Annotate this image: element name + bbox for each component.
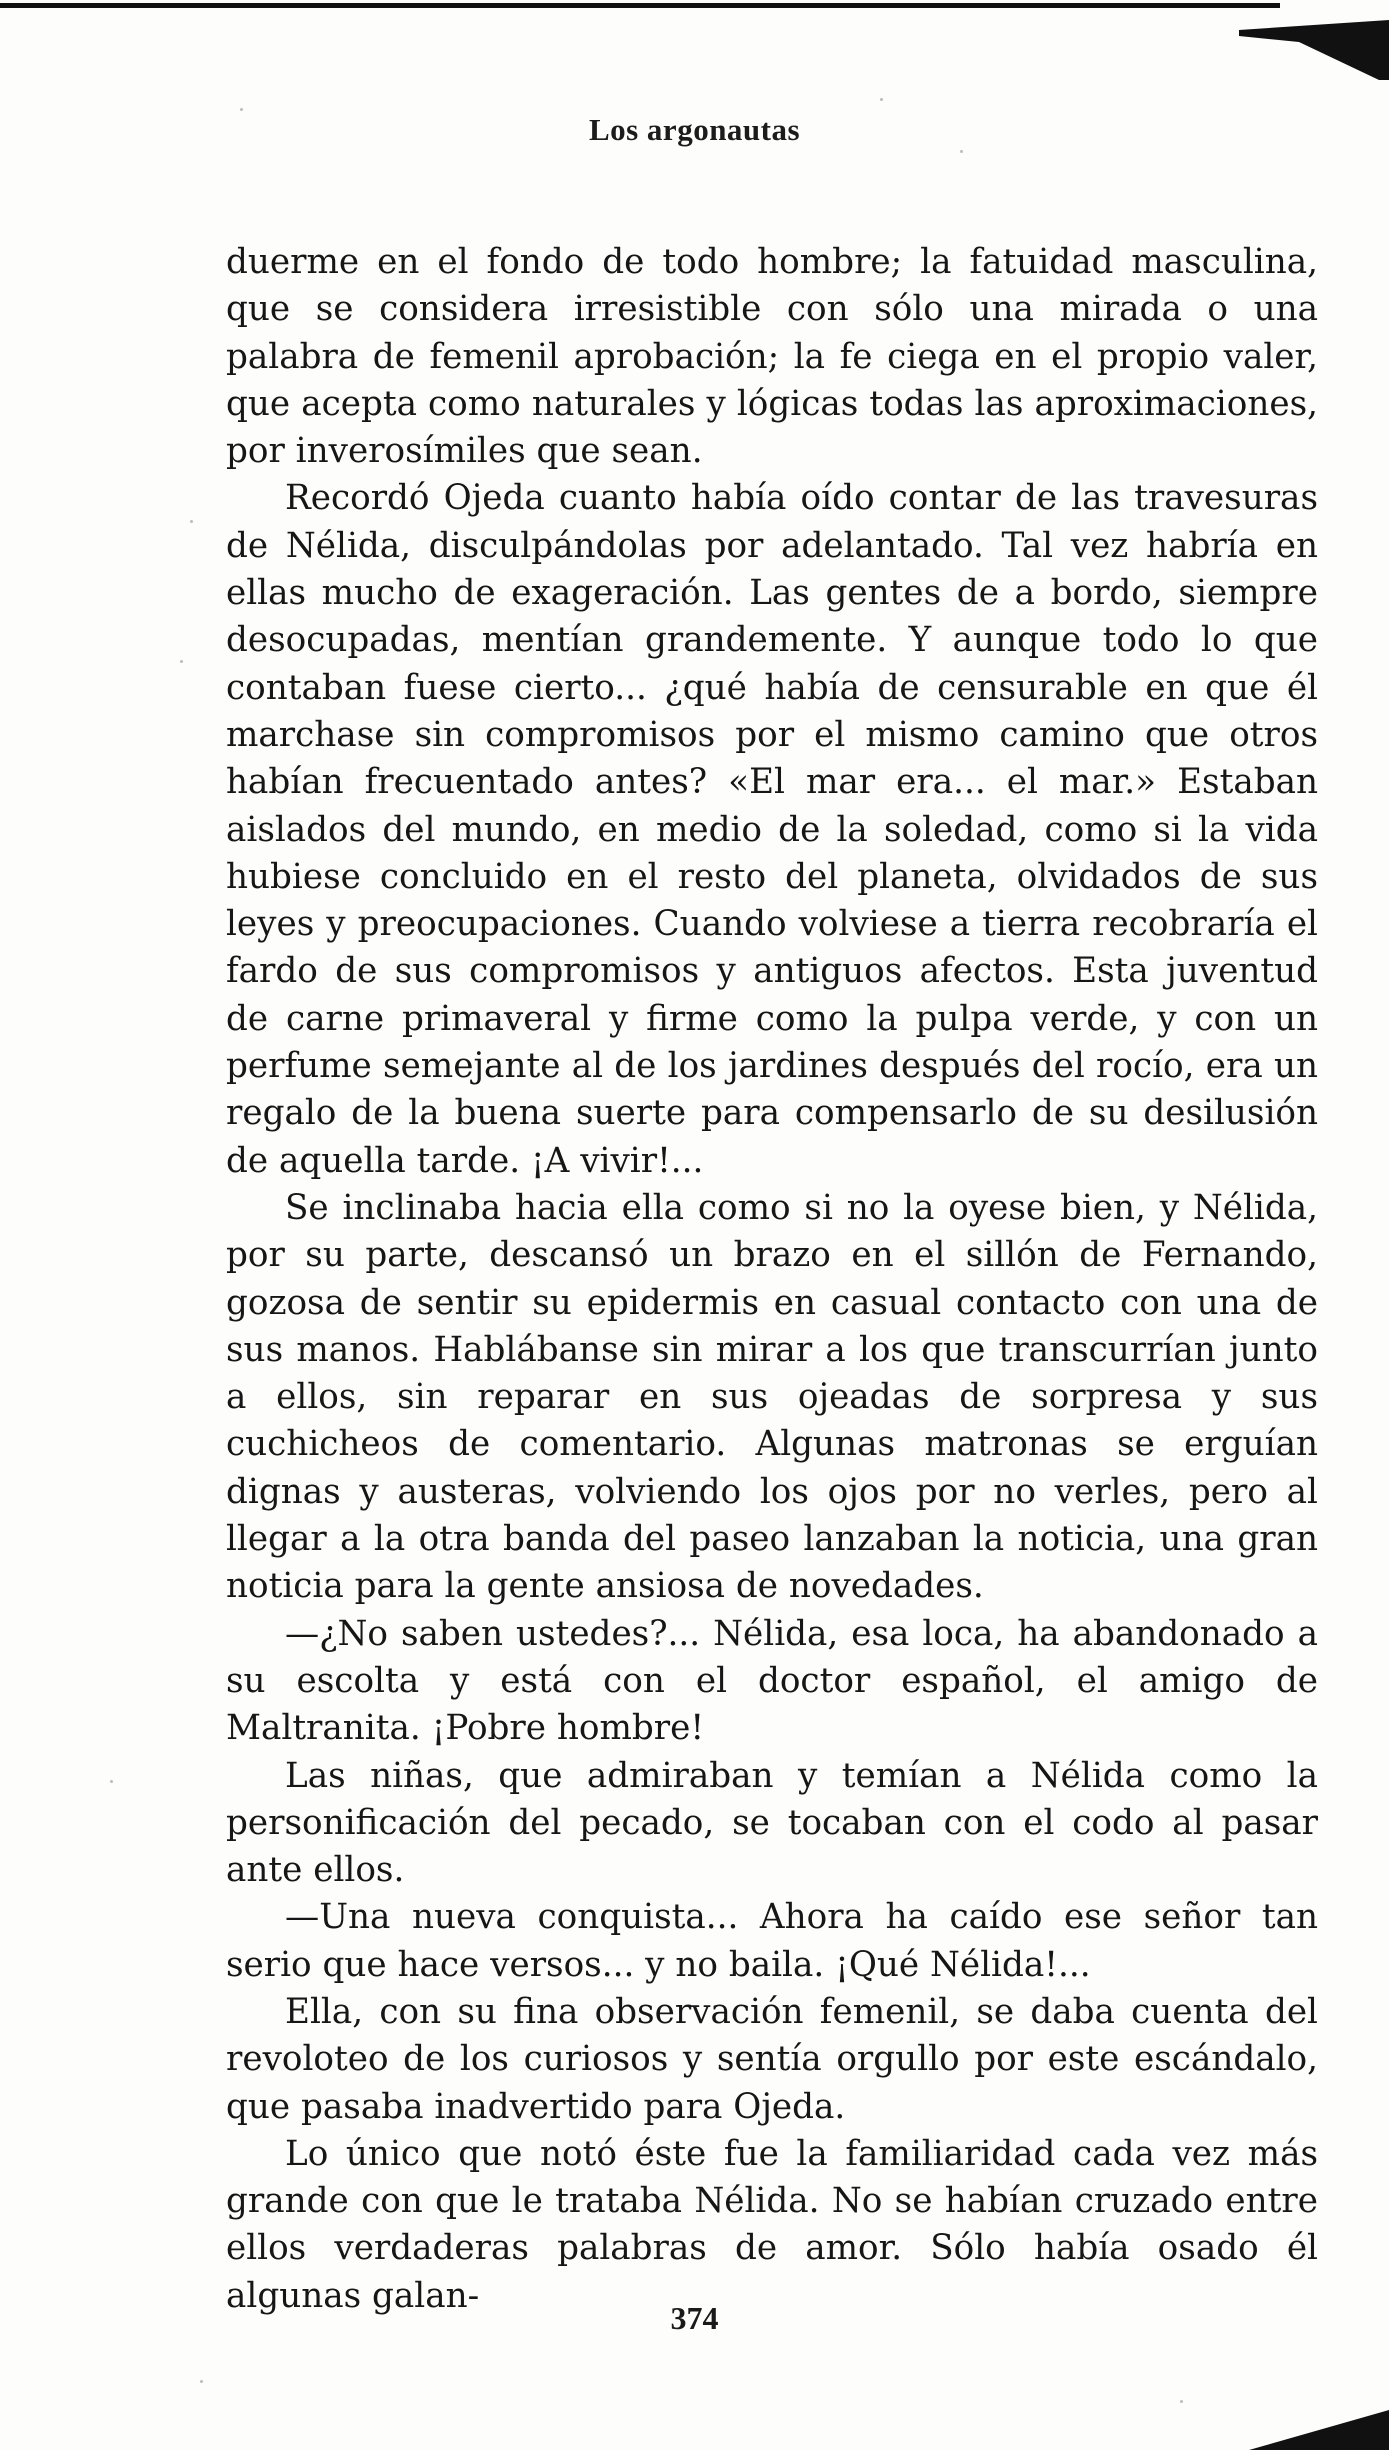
scan-speck (180, 660, 183, 663)
scan-edge-bottom-right-shadow (1249, 2410, 1389, 2450)
scan-speck (880, 98, 883, 101)
scan-edge-top-right-shadow (1239, 20, 1389, 80)
paragraph: Las niñas, que admiraban y temían a Nélida como la personificación del pecado, se tocaban con el codo al pasar ante ellos. (226, 1755, 1318, 1891)
scan-speck (240, 108, 243, 111)
scan-edge-top-rule (0, 0, 1389, 10)
scan-speck (1180, 2400, 1183, 2403)
scan-speck (960, 150, 963, 153)
scan-speck (110, 1780, 113, 1783)
paragraph: Ella, con su fina observación femenil, se daba cuenta del revoloteo de los curiosos y sentía orgullo por este escándalo, que pasaba inadvertido para Ojeda. (226, 1991, 1318, 2127)
paragraph: —Una nueva conquista... Ahora ha caído ese señor tan serio que hace versos... y no baila. ¡Qué Nélida!... (226, 1897, 1318, 1985)
page-number: 374 (670, 2300, 719, 2336)
scan-speck (190, 520, 193, 523)
scan-speck (200, 2380, 203, 2383)
paragraph: duerme en el fondo de todo hombre; la fatuidad masculina, que se considera irresistible con sólo una mirada o una palabra de femenil aprobación; la fe ciega en el propio valer, que acepta como naturales y lógicas todas las aproximaciones, por inverosímiles que sean. (226, 242, 1318, 472)
paragraph: Recordó Ojeda cuanto había oído contar de las travesuras de Nélida, disculpándolas por adelantado. Tal vez habría en ellas mucho de exageración. Las gentes de a bordo, siempre desocupadas, mentían grandemente. Y aunque todo lo que contaban fuese cierto... ¿qué había de censurable en que él marchase sin compromisos por el mismo camino que otros habían frecuentado antes? «El mar era... el mar.» Estaban aislados del mundo, en medio de la soledad, como si la vida hubiese concluido en el resto del planeta, olvidados de sus leyes y preocupaciones. Cuando volviese a tierra recobraría el fardo de sus compromisos y antiguos afectos. Esta juventud de carne primaveral y firme como la pulpa verde, y con un perfume semejante al de los jardines después del rocío, era un regalo de la buena suerte para compensarlo de su desilusión de aquella tarde. ¡A vivir!... (226, 478, 1318, 1181)
running-head: Los argonautas (588, 112, 801, 147)
paragraph: —¿No saben ustedes?... Nélida, esa loca, ha abandonado a su escolta y está con el doctor español, el amigo de Maltranita. ¡Pobre hombre! (226, 1613, 1318, 1749)
paragraph: Lo único que notó éste fue la familiaridad cada vez más grande con que le trataba Nélida. No se habían cruzado entre ellos verdaderas palabras de amor. Sólo había osado él algunas galan- (226, 2133, 1318, 2316)
paragraph: Se inclinaba hacia ella como si no la oyese bien, y Nélida, por su parte, descansó un brazo en el sillón de Fernando, gozosa de sentir su epidermis en casual contacto con una de sus manos. Hablábanse sin mirar a los que transcurrían junto a ellos, sin reparar en sus ojeadas de sorpresa y sus cuchicheos de comentario. Algunas matronas se erguían dignas y austeras, volviendo los ojos por no verles, pero al llegar a la otra banda del paseo lanzaban la noticia, una gran noticia para la gente ansiosa de novedades. (226, 1187, 1318, 1607)
body-text (226, 239, 1318, 2320)
